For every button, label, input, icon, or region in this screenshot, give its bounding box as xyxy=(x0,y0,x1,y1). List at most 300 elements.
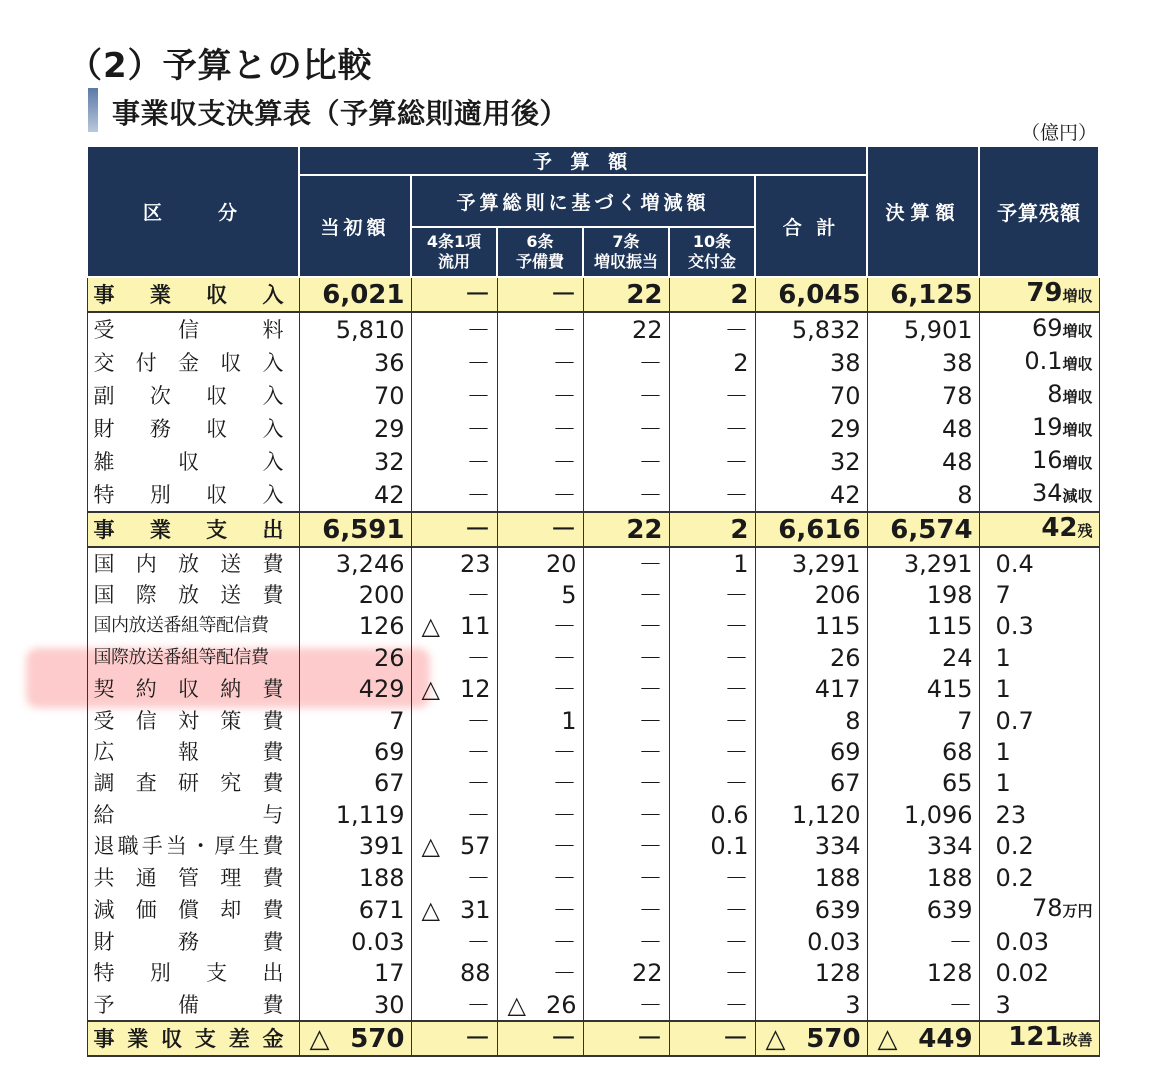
cell-a7 xyxy=(583,346,669,379)
row-label-char: 減 xyxy=(93,897,115,922)
cell-value: － xyxy=(638,549,663,578)
row-label-char: 国 xyxy=(93,551,115,576)
row-label xyxy=(87,705,299,736)
cell-value: － xyxy=(638,643,663,672)
row-label-char: 出 xyxy=(262,961,284,986)
cell-a6 xyxy=(497,346,583,379)
cell-value: 1 xyxy=(733,549,749,578)
cell-rem xyxy=(979,799,1099,830)
cell-value: － xyxy=(724,863,749,892)
cell-a10 xyxy=(669,346,755,379)
cell-a4 xyxy=(411,1021,497,1056)
row-label-char: 付 xyxy=(135,350,157,375)
cell-total xyxy=(755,831,867,862)
cell-total xyxy=(755,768,867,799)
cell-a4 xyxy=(411,312,497,346)
table-row xyxy=(87,862,1099,893)
row-label-char: 管 xyxy=(178,865,199,890)
cell-value: － xyxy=(466,863,491,892)
cell-rem xyxy=(979,736,1099,767)
cell-value: － xyxy=(552,414,577,443)
cell-a7 xyxy=(583,736,669,767)
cell-value: 38 xyxy=(830,348,861,377)
cell-value: － xyxy=(466,706,491,735)
row-label-char: 内 xyxy=(135,551,157,576)
row-label-char: 収 xyxy=(206,416,228,441)
cell-value: － xyxy=(552,800,577,829)
row-label xyxy=(87,512,299,547)
cell-a10 xyxy=(669,412,755,445)
cell-value: 200 xyxy=(358,581,405,610)
unit-label: （億円） xyxy=(1020,122,1097,144)
row-label-char: 価 xyxy=(135,897,157,922)
row-label xyxy=(87,379,299,412)
cell-rem xyxy=(979,445,1099,478)
section-title: （2）予算との比較 xyxy=(68,46,373,86)
row-label xyxy=(87,312,299,346)
cell-actual xyxy=(867,611,979,642)
cell-initial xyxy=(299,579,411,610)
cell-initial xyxy=(299,926,411,957)
cell-value: － xyxy=(638,612,663,641)
cell-a4 xyxy=(411,512,497,547)
cell-value: － xyxy=(552,959,577,988)
cell-value: 5,901 xyxy=(903,315,973,344)
cell-value: 20 xyxy=(545,549,577,578)
cell-a7 xyxy=(583,611,669,642)
cell-value: － xyxy=(724,738,749,767)
cell-value: 48 xyxy=(942,414,973,443)
cell-value: 5,832 xyxy=(791,315,861,344)
table-row xyxy=(87,642,1099,673)
cell-value: － xyxy=(552,612,577,641)
remaining-suffix: 改善 xyxy=(1062,1031,1093,1050)
cell-a4 xyxy=(411,379,497,412)
cell-initial xyxy=(299,799,411,830)
row-label-char: 支 xyxy=(194,1026,216,1051)
summary-row xyxy=(87,1021,1099,1056)
cell-value: 0.3 xyxy=(995,612,1034,641)
cell-value: － xyxy=(466,447,491,476)
cell-value: 1,096 xyxy=(903,800,973,829)
cell-value: 22 xyxy=(631,315,663,344)
row-label-char: 収 xyxy=(220,350,242,375)
row-label-char: 通 xyxy=(135,865,157,890)
cell-actual xyxy=(867,768,979,799)
cell-rem xyxy=(979,547,1099,579)
cell-rem xyxy=(979,611,1099,642)
cell-a4 xyxy=(411,412,497,445)
cell-rem xyxy=(979,705,1099,736)
cell-value: 67 xyxy=(830,769,861,798)
cell-actual xyxy=(867,862,979,893)
cell-a4 xyxy=(411,445,497,478)
row-label-char: 入 xyxy=(262,449,284,474)
cell-rem xyxy=(979,893,1099,926)
cell-value: 128 xyxy=(814,959,861,988)
cell-a4 xyxy=(411,768,497,799)
cell-total xyxy=(755,862,867,893)
cell-initial xyxy=(299,1021,411,1056)
cell-value: － xyxy=(552,315,577,344)
row-label-char: 金 xyxy=(262,1026,284,1051)
cell-initial xyxy=(299,512,411,547)
cell-a4 xyxy=(411,862,497,893)
row-label-char: 事 xyxy=(93,1026,115,1051)
cell-value: 6,591 xyxy=(322,514,405,545)
cell-value: － xyxy=(550,1023,577,1054)
header-budget-group: 予 算 額 xyxy=(299,146,867,175)
cell-rem xyxy=(979,346,1099,379)
cell-rem xyxy=(979,277,1099,312)
cell-initial xyxy=(299,412,411,445)
cell-value: 70 xyxy=(373,381,405,410)
cell-a10 xyxy=(669,893,755,926)
cell-value: 3,246 xyxy=(335,549,405,578)
cell-a4 xyxy=(411,478,497,512)
cell-value: － xyxy=(724,315,749,344)
cell-a10 xyxy=(669,799,755,830)
cell-a6 xyxy=(497,512,583,547)
cell-value: － xyxy=(552,863,577,892)
cell-value: 26 xyxy=(830,643,861,672)
cell-value: 79 xyxy=(1026,278,1063,308)
cell-actual xyxy=(867,674,979,705)
cell-initial xyxy=(299,346,411,379)
row-label-char: 国内放送番組等配信費 xyxy=(93,615,269,637)
cell-value: 0.1 xyxy=(1024,347,1063,375)
cell-value: － xyxy=(948,990,973,1019)
cell-a6 xyxy=(497,958,583,989)
cell-rem xyxy=(979,862,1099,893)
cell-initial xyxy=(299,379,411,412)
cell-a7 xyxy=(583,893,669,926)
cell-a7 xyxy=(583,958,669,989)
row-label-char: 業 xyxy=(149,517,171,542)
cell-value: － xyxy=(724,990,749,1019)
cell-rem xyxy=(979,412,1099,445)
cell-value: 115 xyxy=(814,612,861,641)
cell-a7 xyxy=(583,277,669,312)
cell-initial xyxy=(299,831,411,862)
header-adj7: 7条 増収振当 xyxy=(583,227,669,277)
cell-value: － xyxy=(638,769,663,798)
cell-value: － xyxy=(724,895,749,924)
cell-value: 29 xyxy=(373,414,405,443)
cell-a10 xyxy=(669,926,755,957)
cell-value: 639 xyxy=(814,895,861,924)
cell-initial xyxy=(299,736,411,767)
cell-rem xyxy=(979,926,1099,957)
remaining-suffix: 増収 xyxy=(1062,454,1093,472)
row-label-char: 収 xyxy=(178,677,199,702)
cell-a10 xyxy=(669,379,755,412)
cell-value: 334 xyxy=(814,832,861,861)
cell-value: － xyxy=(550,514,577,545)
row-label-char: 納 xyxy=(220,677,242,702)
cell-a6 xyxy=(497,989,583,1021)
cell-initial xyxy=(299,989,411,1021)
cell-value: 16 xyxy=(1031,446,1063,474)
cell-initial xyxy=(299,674,411,705)
cell-value: 1 xyxy=(995,675,1011,704)
header-adjust-group: 予算総則に基づく増減額 xyxy=(411,175,755,227)
cell-a7 xyxy=(583,1021,669,1056)
cell-total xyxy=(755,611,867,642)
header-adj6: 6条 予備費 xyxy=(497,227,583,277)
cell-a4 xyxy=(411,831,497,862)
cell-initial xyxy=(299,705,411,736)
cell-value: － xyxy=(638,738,663,767)
cell-value: 38 xyxy=(942,348,973,377)
cell-value: 26 xyxy=(545,990,577,1019)
cell-total xyxy=(755,893,867,926)
table-row xyxy=(87,445,1099,478)
row-label xyxy=(87,478,299,512)
cell-value: 2 xyxy=(730,514,749,545)
table-row xyxy=(87,611,1099,642)
cell-value: 128 xyxy=(926,959,973,988)
cell-a10 xyxy=(669,579,755,610)
cell-a6 xyxy=(497,478,583,512)
cell-total xyxy=(755,512,867,547)
row-label-char: 費 xyxy=(262,992,284,1017)
triangle-negative-mark: △ xyxy=(507,990,526,1019)
remaining-suffix: 万円 xyxy=(1062,902,1093,921)
cell-value: 3,291 xyxy=(791,549,861,578)
cell-actual xyxy=(867,579,979,610)
cell-value: 570 xyxy=(350,1023,405,1054)
row-label xyxy=(87,674,299,705)
cell-a6 xyxy=(497,736,583,767)
row-label xyxy=(87,926,299,957)
row-label-char: 収 xyxy=(206,383,228,408)
cell-a7 xyxy=(583,926,669,957)
row-label-char: 財 xyxy=(93,929,115,954)
cell-value: 6,045 xyxy=(778,279,861,310)
cell-value: － xyxy=(466,414,491,443)
cell-a4 xyxy=(411,958,497,989)
cell-value: － xyxy=(552,348,577,377)
cell-value: 0.03 xyxy=(807,927,861,956)
cell-a6 xyxy=(497,893,583,926)
cell-rem xyxy=(979,478,1099,512)
row-label-char: 際 xyxy=(135,583,157,608)
cell-value: 3,291 xyxy=(903,549,973,578)
cell-value: 30 xyxy=(373,990,405,1019)
cell-initial xyxy=(299,445,411,478)
row-label-char: 特 xyxy=(93,961,115,986)
cell-value: 78 xyxy=(1031,894,1063,923)
row-label-char: 別 xyxy=(149,961,171,986)
row-label-char: 特 xyxy=(93,482,115,507)
cell-value: － xyxy=(466,348,491,377)
cell-value: 78 xyxy=(942,381,973,410)
cell-value: 6,021 xyxy=(322,279,405,310)
cell-value: － xyxy=(550,279,577,310)
cell-total xyxy=(755,926,867,957)
cell-a7 xyxy=(583,674,669,705)
cell-actual xyxy=(867,989,979,1021)
cell-total xyxy=(755,642,867,673)
cell-value: － xyxy=(638,480,663,509)
row-label-char: 費 xyxy=(262,677,284,702)
cell-actual xyxy=(867,958,979,989)
cell-value: － xyxy=(552,381,577,410)
cell-a4 xyxy=(411,642,497,673)
cell-total xyxy=(755,799,867,830)
row-label-char: 事 xyxy=(93,517,115,542)
cell-a10 xyxy=(669,674,755,705)
cell-value: － xyxy=(466,581,491,610)
budget-comparison-table xyxy=(86,145,1100,1057)
table-row xyxy=(87,379,1099,412)
cell-a4 xyxy=(411,926,497,957)
triangle-negative-mark: △ xyxy=(421,675,440,704)
cell-value: 1 xyxy=(561,706,577,735)
cell-actual xyxy=(867,346,979,379)
cell-a7 xyxy=(583,445,669,478)
cell-rem xyxy=(979,1021,1099,1056)
cell-value: 69 xyxy=(1031,314,1063,342)
row-label-char: 与 xyxy=(262,802,284,827)
table-row xyxy=(87,412,1099,445)
table-row xyxy=(87,958,1099,989)
row-label-char: 収 xyxy=(206,482,228,507)
row-label-char: 費 xyxy=(262,771,284,796)
cell-value: － xyxy=(466,800,491,829)
cell-a7 xyxy=(583,799,669,830)
row-label-char: 国際放送番組等配信費 xyxy=(93,646,269,668)
cell-value: － xyxy=(552,738,577,767)
cell-value: 7 xyxy=(957,706,973,735)
row-label-char: 受 xyxy=(93,708,115,733)
row-label-char: 国 xyxy=(93,583,115,608)
row-label-char: 副 xyxy=(93,383,115,408)
cell-rem xyxy=(979,831,1099,862)
row-label-char: 備 xyxy=(178,992,199,1017)
cell-rem xyxy=(979,312,1099,346)
triangle-negative-mark: △ xyxy=(421,895,440,924)
row-label-char: 次 xyxy=(149,383,171,408)
row-label-char: 雑 xyxy=(93,449,115,474)
cell-a7 xyxy=(583,412,669,445)
cell-value: 23 xyxy=(995,800,1027,829)
cell-a6 xyxy=(497,768,583,799)
row-label-char: 手 xyxy=(141,834,163,859)
cell-a10 xyxy=(669,989,755,1021)
cell-value: 1,120 xyxy=(791,800,861,829)
cell-total xyxy=(755,736,867,767)
cell-initial xyxy=(299,642,411,673)
cell-value: 198 xyxy=(926,581,973,610)
row-label xyxy=(87,989,299,1021)
cell-actual xyxy=(867,312,979,346)
cell-value: 26 xyxy=(373,643,405,672)
header-remaining: 予算残額 xyxy=(979,146,1099,277)
table-body xyxy=(87,277,1099,1056)
row-label-char: 調 xyxy=(93,771,115,796)
row-label-char: 送 xyxy=(220,583,242,608)
row-label-char: 共 xyxy=(93,865,115,890)
row-label-char: 事 xyxy=(93,282,115,307)
summary-row xyxy=(87,277,1099,312)
table-row xyxy=(87,547,1099,579)
cell-value: 42 xyxy=(373,480,405,509)
cell-value: 7 xyxy=(995,581,1011,610)
header-category: 区 分 xyxy=(87,146,299,277)
cell-value: － xyxy=(638,990,663,1019)
row-label xyxy=(87,412,299,445)
row-label-char: 約 xyxy=(135,677,157,702)
table-row xyxy=(87,674,1099,705)
row-label-char: 契 xyxy=(93,677,115,702)
cell-value: 22 xyxy=(626,279,663,310)
cell-value: － xyxy=(466,738,491,767)
cell-a4 xyxy=(411,799,497,830)
cell-value: 7 xyxy=(389,706,405,735)
cell-actual xyxy=(867,926,979,957)
cell-value: 22 xyxy=(631,959,663,988)
cell-value: 69 xyxy=(373,738,405,767)
row-label-char: 対 xyxy=(178,708,199,733)
row-label-char: 業 xyxy=(149,282,171,307)
row-label xyxy=(87,277,299,312)
row-label-char: 償 xyxy=(178,897,199,922)
row-label-char: 入 xyxy=(262,383,284,408)
cell-value: 11 xyxy=(459,612,491,641)
cell-a7 xyxy=(583,312,669,346)
cell-actual xyxy=(867,642,979,673)
cell-value: － xyxy=(638,675,663,704)
cell-value: － xyxy=(638,447,663,476)
cell-value: 23 xyxy=(459,549,491,578)
row-label-char: 放 xyxy=(178,583,199,608)
cell-value: 32 xyxy=(373,447,405,476)
cell-a6 xyxy=(497,705,583,736)
cell-actual xyxy=(867,445,979,478)
cell-value: 2 xyxy=(730,279,749,310)
row-label-char: 費 xyxy=(262,708,284,733)
cell-a6 xyxy=(497,611,583,642)
row-label-char: 費 xyxy=(262,551,284,576)
table-row xyxy=(87,346,1099,379)
cell-value: － xyxy=(724,675,749,704)
cell-a4 xyxy=(411,547,497,579)
cell-value: 19 xyxy=(1031,413,1063,441)
cell-value: － xyxy=(724,447,749,476)
cell-value: － xyxy=(722,1023,749,1054)
cell-value: 1 xyxy=(995,738,1011,767)
row-label-char: 交 xyxy=(93,350,115,375)
remaining-suffix: 残 xyxy=(1077,522,1093,540)
cell-value: 24 xyxy=(942,643,973,672)
row-label-char: 却 xyxy=(220,897,242,922)
row-label-char: 当 xyxy=(165,834,187,859)
cell-value: 57 xyxy=(459,832,491,861)
cell-a10 xyxy=(669,642,755,673)
cell-value: 68 xyxy=(942,738,973,767)
cell-value: － xyxy=(552,675,577,704)
cell-value: 12 xyxy=(459,675,491,704)
remaining-suffix: 増収 xyxy=(1062,421,1093,439)
cell-value: 0.7 xyxy=(995,706,1034,735)
cell-actual xyxy=(867,1021,979,1056)
cell-value: － xyxy=(464,514,491,545)
cell-actual xyxy=(867,705,979,736)
cell-a7 xyxy=(583,831,669,862)
cell-value: － xyxy=(466,927,491,956)
